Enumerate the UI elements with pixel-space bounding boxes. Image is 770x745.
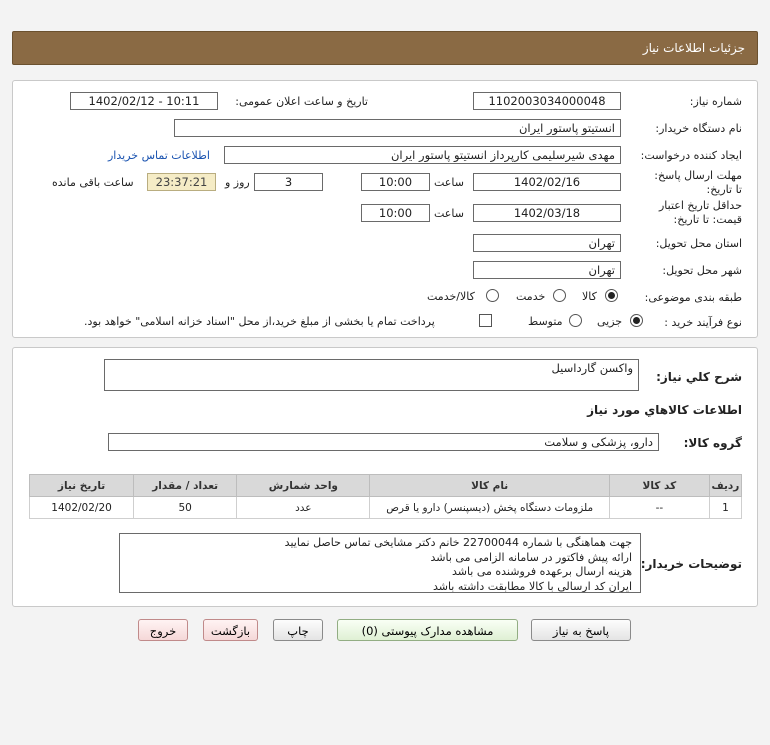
back-button[interactable]: بازگشت [203, 619, 258, 641]
cell-name: ملزومات دستگاه پخش (دیسپنسر) دارو یا قرص [370, 497, 609, 519]
page-title: جزئیات اطلاعات نیاز [642, 41, 745, 55]
print-button[interactable]: چاپ [273, 619, 323, 641]
buyer-note-line: ارائه پیش فاکتور در سامانه الزامی می باشد [430, 550, 632, 564]
process-label: نوع فرآیند خرید : [664, 316, 742, 329]
process-option-minor: جزیی [597, 315, 623, 328]
reply-button[interactable]: پاسخ به نیاز [531, 619, 631, 641]
buyer-notes-box [119, 533, 641, 593]
deadline-date-field: 1402/02/16 [473, 173, 621, 191]
buyer-note-line: هزینه ارسال برعهده فروشنده می باشد [451, 565, 632, 578]
buyer-contact-link[interactable]: اطلاعات تماس خریدار [108, 149, 210, 162]
deadline-time-field: 10:00 [361, 173, 430, 191]
cell-code: -- [609, 497, 709, 519]
validity-date-field: 1402/03/18 [473, 204, 621, 222]
days-label: روز و [225, 176, 250, 189]
treasury-payment-note: پرداخت تمام یا بخشی از مبلغ خرید،از محل "اسناد خزانه اسلامی" خواهد بود. [84, 315, 435, 328]
goods-table [29, 474, 742, 519]
exit-button[interactable]: خروج [138, 619, 188, 641]
validity-time-field: 10:00 [361, 204, 430, 222]
remaining-time-field: 23:37:21 [147, 173, 216, 191]
goods-section-title: اطلاعات کالاهاي مورد نياز [587, 403, 742, 417]
buyer-org-label: نام دستگاه خریدار: [655, 122, 742, 135]
process-radio-medium[interactable] [569, 314, 582, 327]
city-field: تهران [473, 261, 621, 279]
col-name: نام کالا [370, 475, 609, 497]
city-label: شهر محل تحویل: [662, 264, 742, 277]
goods-group-field: دارو، پزشکی و سلامت [108, 433, 659, 451]
buyer-notes-label: توضیحات خریدار: [640, 557, 742, 571]
category-option-goods-service: کالا/خدمت [427, 290, 475, 303]
validity-time-label: ساعت [434, 207, 464, 220]
province-field: تهران [473, 234, 621, 252]
buyer-note-line: ایران کد ارسالی با کالا مطابقت داشته باشد [432, 579, 632, 593]
category-radio-goods[interactable] [605, 289, 618, 302]
goods-table-header [30, 475, 742, 497]
col-code: کد کالا [609, 475, 709, 497]
announce-label: تاریخ و ساعت اعلان عمومی: [235, 95, 368, 108]
category-radio-goods-service[interactable] [486, 289, 499, 302]
buyer-org-field: انستیتو پاستور ایران [174, 119, 621, 137]
description-label: شرح کلي نياز: [656, 370, 742, 384]
col-quantity: تعداد / مقدار [134, 475, 237, 497]
category-option-goods: کالا [582, 290, 597, 303]
attachments-button[interactable]: مشاهده مدارک پیوستی (0) [337, 619, 518, 641]
col-date: تاریخ نیاز [30, 475, 134, 497]
description-field: واکسن گارداسیل [104, 359, 639, 391]
announce-datetime-field: 1402/02/12 - 10:11 [70, 92, 218, 110]
table-row [30, 497, 742, 519]
process-option-medium: متوسط [528, 315, 563, 328]
deadline-label: مهلت ارسال پاسخ: تا تاریخ: [654, 169, 742, 196]
province-label: استان محل تحویل: [655, 237, 742, 250]
treasury-payment-checkbox[interactable] [479, 314, 492, 327]
cell-row: 1 [709, 497, 741, 519]
validity-label: حداقل تاریخ اعتبار قیمت: تا تاریخ: [658, 199, 742, 226]
category-label: طبقه بندی موضوعی: [644, 291, 742, 304]
category-option-service: خدمت [516, 290, 546, 303]
cell-date: 1402/02/20 [30, 497, 134, 519]
category-radio-service[interactable] [553, 289, 566, 302]
need-number-field: 1102003034000048 [473, 92, 621, 110]
buyer-note-line: جهت هماهنگی با شماره 22700044 خانم دکتر مشایخی تماس حاصل نمایید [284, 536, 632, 549]
remaining-time-label: ساعت باقی مانده [52, 176, 134, 189]
days-remaining-field: 3 [254, 173, 323, 191]
cell-quantity: 50 [134, 497, 237, 519]
requester-label: ایجاد کننده درخواست: [640, 149, 742, 162]
cell-unit: عدد [237, 497, 370, 519]
deadline-time-label: ساعت [434, 176, 464, 189]
col-unit: واحد شمارش [237, 475, 370, 497]
need-number-label: شماره نیاز: [689, 95, 742, 108]
goods-group-label: گروه کالا: [683, 436, 742, 450]
process-radio-minor[interactable] [630, 314, 643, 327]
col-row: ردیف [709, 475, 741, 497]
page-header [12, 31, 758, 65]
requester-field: مهدی شیرسلیمی کارپرداز انستیتو پاستور ایران [224, 146, 621, 164]
